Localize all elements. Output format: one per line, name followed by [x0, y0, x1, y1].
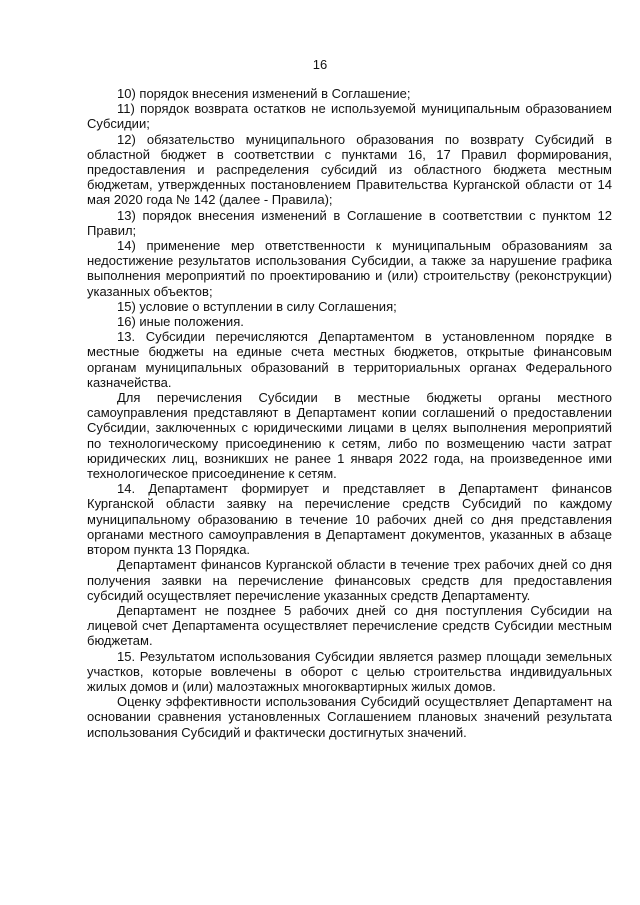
paragraph-item-13: 13) порядок внесения изменений в Соглашение в соответствии с пунктом 12 Правил; [87, 207, 612, 238]
paragraph-item-16: 16) иные положения. [117, 314, 244, 330]
paragraph-item-15: 15) условие о вступлении в силу Соглашения; [117, 298, 397, 314]
paragraph-section-14-part-2: Департамент финансов Курганской области в течение трех рабочих дней со дня получения заявки на перечисление финансовых средств для предоставления субсидий осуществляет перечисление указанных средств Департаменту. [87, 557, 612, 603]
paragraph-section-14-part-3: Департамент не позднее 5 рабочих дней со дня поступления Субсидии на лицевой счет Департамента осуществляет перечисление средств Субсидии местным бюджетам. [87, 602, 612, 649]
document-body [87, 86, 612, 740]
page-number: 16 [312, 57, 328, 72]
paragraph-item-12: 12) обязательство муниципального образования по возврату Субсидий в областной бюджет в соответствии с пунктами 16, 17 Правил формирования, предоставления и распределения субсидий из областного бюджета местным бюджетам, утвержденных постановлением Правительства Курганской области от 14 мая 2020 года № 142 (далее - Правила); [87, 131, 612, 208]
paragraph-section-14: 14. Департамент формирует и представляет в Департамент финансов Курганской области заявку на перечисление средств Субсидий по каждому муниципальному образованию в течение 10 рабочих дней со дня представления органами местного самоуправления в Департамент документов, указанных в абзаце втором пункта 13 Порядка. [87, 481, 612, 558]
paragraph-section-13: 13. Субсидии перечисляются Департаментом в установленном порядке в местные бюджеты на единые счета местных бюджетов, открытые финансовым органам муниципальных образований в территориальных органах Федерального казначейства. [87, 329, 612, 390]
paragraph-section-15: 15. Результатом использования Субсидии является размер площади земельных участков, которые вовлечены в оборот с целью строительства индивидуальных жилых домов и (или) малоэтажных многоквартирных жилых домов. [87, 648, 612, 694]
paragraph-item-10: 10) порядок внесения изменений в Соглашение; [117, 86, 411, 101]
paragraph-item-14: 14) применение мер ответственности к муниципальным образованиям за недостижение результатов использования Субсидии, а также за нарушение графика выполнения мероприятий по проектированию и (или) строительству (реконструкции) указанных объектов; [87, 238, 612, 299]
paragraph-item-11: 11) порядок возврата остатков не используемой муниципальным образованием Субсидии; [87, 101, 612, 132]
paragraph-section-15-part-2: Оценку эффективности использования Субсидий осуществляет Департамент на основании сравнения установленных Соглашением плановых значений результата использования Субсидий и фактически достигнутых значений. [87, 694, 612, 740]
paragraph-section-13-part-2: Для перечисления Субсидии в местные бюджеты органы местного самоуправления представляют в Департамент копии соглашений о предоставлении Субсидии, заключенных с юридическими лицами в целях выполнения мероприятий по технологическому присоединению к сетям, либо по возмещению части затрат юридических лиц, возникших не ранее 1 января 2022 года, на произведенное ими технологическое присоединение к сетям. [87, 390, 612, 482]
